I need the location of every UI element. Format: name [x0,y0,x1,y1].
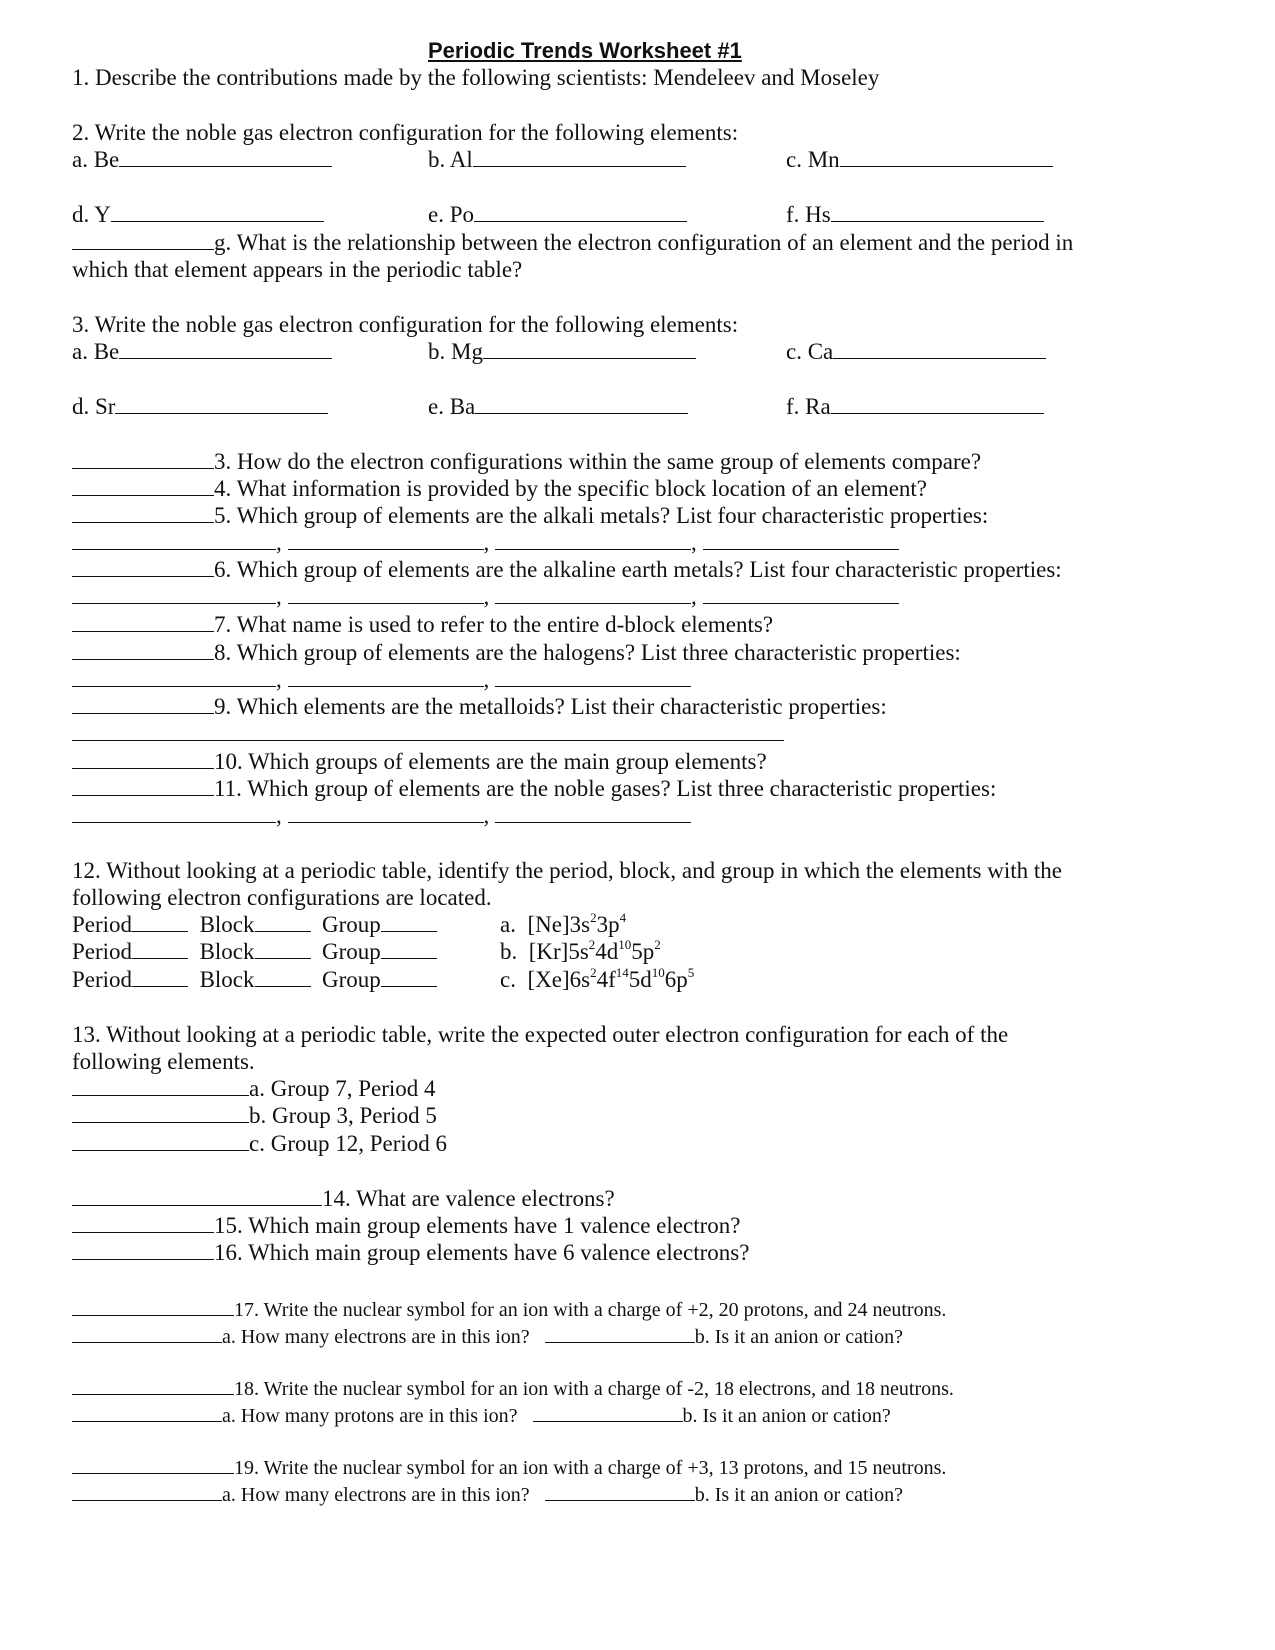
config-b: b. $[Kr]5s^24d^{10}5p^2$ [500,937,661,964]
config-c: c. $[Xe]6s^24f^{14}5d^{10}6p^5$ [500,965,695,992]
question-15: 15. Which main group elements have 1 valence electron? [72,1214,740,1237]
answer-blank[interactable] [288,585,484,604]
question-4: 4. What information is provided by the specific block location of an element? [72,477,927,500]
answer-blank[interactable] [119,148,332,167]
answer-blank[interactable] [831,203,1044,222]
answer-blank[interactable] [72,1241,214,1260]
q2-item-g-cont: which that element appears in the periodic table? [72,257,523,282]
answer-blank[interactable] [72,477,214,496]
answer-blank[interactable] [495,585,691,604]
period-blank[interactable] [132,913,188,932]
group-blank[interactable] [381,913,437,932]
answer-blank[interactable] [475,395,688,414]
answer-blank[interactable] [115,395,328,414]
answer-blank[interactable] [72,558,214,577]
answer-blank[interactable] [72,1297,234,1316]
block-blank[interactable] [255,968,311,987]
question-10: 10. Which groups of elements are the main group elements? [72,750,767,773]
answer-blank[interactable] [72,585,276,604]
answer-blank[interactable] [495,531,691,550]
answer-blank[interactable] [72,613,214,632]
answer-blank[interactable] [72,641,214,660]
answer-blank[interactable] [72,777,214,796]
q13-item-a: a. Group 7, Period 4 [72,1077,436,1100]
q3-item-d: d. Sr [72,395,328,418]
question-7: 7. What name is used to refer to the entire d-block elements? [72,613,773,636]
answer-blank[interactable] [474,203,687,222]
answer-blank[interactable] [72,722,784,741]
answer-blank[interactable] [495,804,691,823]
answer-blank[interactable] [495,668,691,687]
q3-item-c: c. Ca [786,340,1046,363]
group-blank[interactable] [381,968,437,987]
q2-item-a: a. Be [72,148,332,171]
q13-item-b: b. Group 3, Period 5 [72,1104,437,1127]
question-19: 19. Write the nuclear symbol for an ion with a charge of +3, 13 protons, and 15 neutrons. [72,1455,946,1478]
answer-blank[interactable] [72,1482,222,1501]
answer-blank[interactable] [72,804,276,823]
answer-blank[interactable] [119,340,332,359]
answer-blank[interactable] [703,531,899,550]
question-13-line2: following elements. [72,1049,255,1074]
q8-properties-row: , , [72,668,691,691]
question-3-prompt: 3. Write the noble gas electron configuration for the following elements: [72,312,739,337]
q12-row-a: Period Block Group [72,913,437,936]
q3-item-f: f. Ra [786,395,1044,418]
answer-blank[interactable] [703,585,899,604]
question-17-sub: a. How many electrons are in this ion? b. Is it an anion or cation? [72,1324,903,1347]
answer-blank[interactable] [72,1455,234,1474]
question-12-line2: following electron configurations are located. [72,885,492,910]
question-9: 9. Which elements are the metalloids? List their characteristic properties: [72,695,887,718]
answer-blank[interactable] [533,1403,683,1422]
question-5: 5. Which group of elements are the alkali metals? List four characteristic properties: [72,504,988,527]
q2-item-d: d. Y [72,203,324,226]
answer-blank[interactable] [72,1187,322,1206]
answer-blank[interactable] [72,1077,249,1096]
answer-blank[interactable] [111,203,324,222]
answer-blank[interactable] [545,1482,695,1501]
q2-item-f: f. Hs [786,203,1044,226]
question-3b: 3. How do the electron configurations within the same group of elements compare? [72,450,981,473]
question-13-line1: 13. Without looking at a periodic table, write the expected outer electron configuration for each of the [72,1022,1009,1047]
answer-blank[interactable] [72,504,214,523]
answer-blank[interactable] [72,1403,222,1422]
q13-item-c: c. Group 12, Period 6 [72,1132,447,1155]
group-blank[interactable] [381,940,437,959]
q5-properties-row: , , , [72,531,899,554]
answer-blank[interactable] [831,395,1044,414]
period-blank[interactable] [132,968,188,987]
q12-row-b: Period Block Group [72,940,437,963]
worksheet-title: Periodic Trends Worksheet #1 [428,38,742,63]
question-18: 18. Write the nuclear symbol for an ion with a charge of -2, 18 electrons, and 18 neutrons. [72,1376,954,1399]
answer-blank[interactable] [483,340,696,359]
question-2-prompt: 2. Write the noble gas electron configuration for the following elements: [72,120,739,145]
q3-item-e: e. Ba [428,395,688,418]
answer-blank[interactable] [545,1324,695,1343]
q12-row-c: Period Block Group [72,968,437,991]
answer-blank[interactable] [288,531,484,550]
question-1: 1. Describe the contributions made by the following scientists: Mendeleev and Moseley [72,65,880,90]
question-12-line1: 12. Without looking at a periodic table, identify the period, block, and group in which the elements with the [72,858,1062,883]
answer-blank[interactable] [72,1324,222,1343]
question-8: 8. Which group of elements are the halogens? List three characteristic properties: [72,641,961,664]
answer-blank[interactable] [72,668,276,687]
q2-item-b: b. Al [428,148,686,171]
question-17: 17. Write the nuclear symbol for an ion with a charge of +2, 20 protons, and 24 neutrons. [72,1297,946,1320]
answer-blank[interactable] [72,1104,249,1123]
q6-properties-row: , , , [72,585,899,608]
q3-item-b: b. Mg [428,340,696,363]
answer-blank[interactable] [72,1214,214,1233]
question-14: 14. What are valence electrons? [72,1187,615,1210]
q2-item-c: c. Mn [786,148,1053,171]
period-blank[interactable] [132,940,188,959]
answer-blank[interactable] [72,450,214,469]
question-6: 6. Which group of elements are the alkaline earth metals? List four characteristic properties: [72,558,1062,581]
q11-properties-row: , , [72,804,691,827]
answer-blank[interactable] [473,148,686,167]
q9-properties-row [72,722,784,745]
block-blank[interactable] [255,940,311,959]
question-18-sub: a. How many protons are in this ion? b. Is it an anion or cation? [72,1403,891,1426]
answer-blank[interactable] [833,340,1046,359]
answer-blank[interactable] [72,531,276,550]
answer-blank[interactable] [840,148,1053,167]
answer-blank[interactable] [288,668,484,687]
answer-blank[interactable] [72,695,214,714]
q2-item-e: e. Po [428,203,687,226]
block-blank[interactable] [255,913,311,932]
answer-blank[interactable] [72,231,214,250]
answer-blank[interactable] [72,1376,234,1395]
answer-blank[interactable] [72,750,214,769]
question-11: 11. Which group of elements are the noble gases? List three characteristic properties: [72,777,996,800]
q3-item-a: a. Be [72,340,332,363]
config-a: a. $[Ne]3s^23p^4$ [500,910,627,937]
question-19-sub: a. How many electrons are in this ion? b. Is it an anion or cation? [72,1482,903,1505]
q2-item-g: g. What is the relationship between the electron configuration of an element and the period in [72,231,1073,254]
answer-blank[interactable] [288,804,484,823]
question-16: 16. Which main group elements have 6 valence electrons? [72,1241,749,1264]
answer-blank[interactable] [72,1132,249,1151]
